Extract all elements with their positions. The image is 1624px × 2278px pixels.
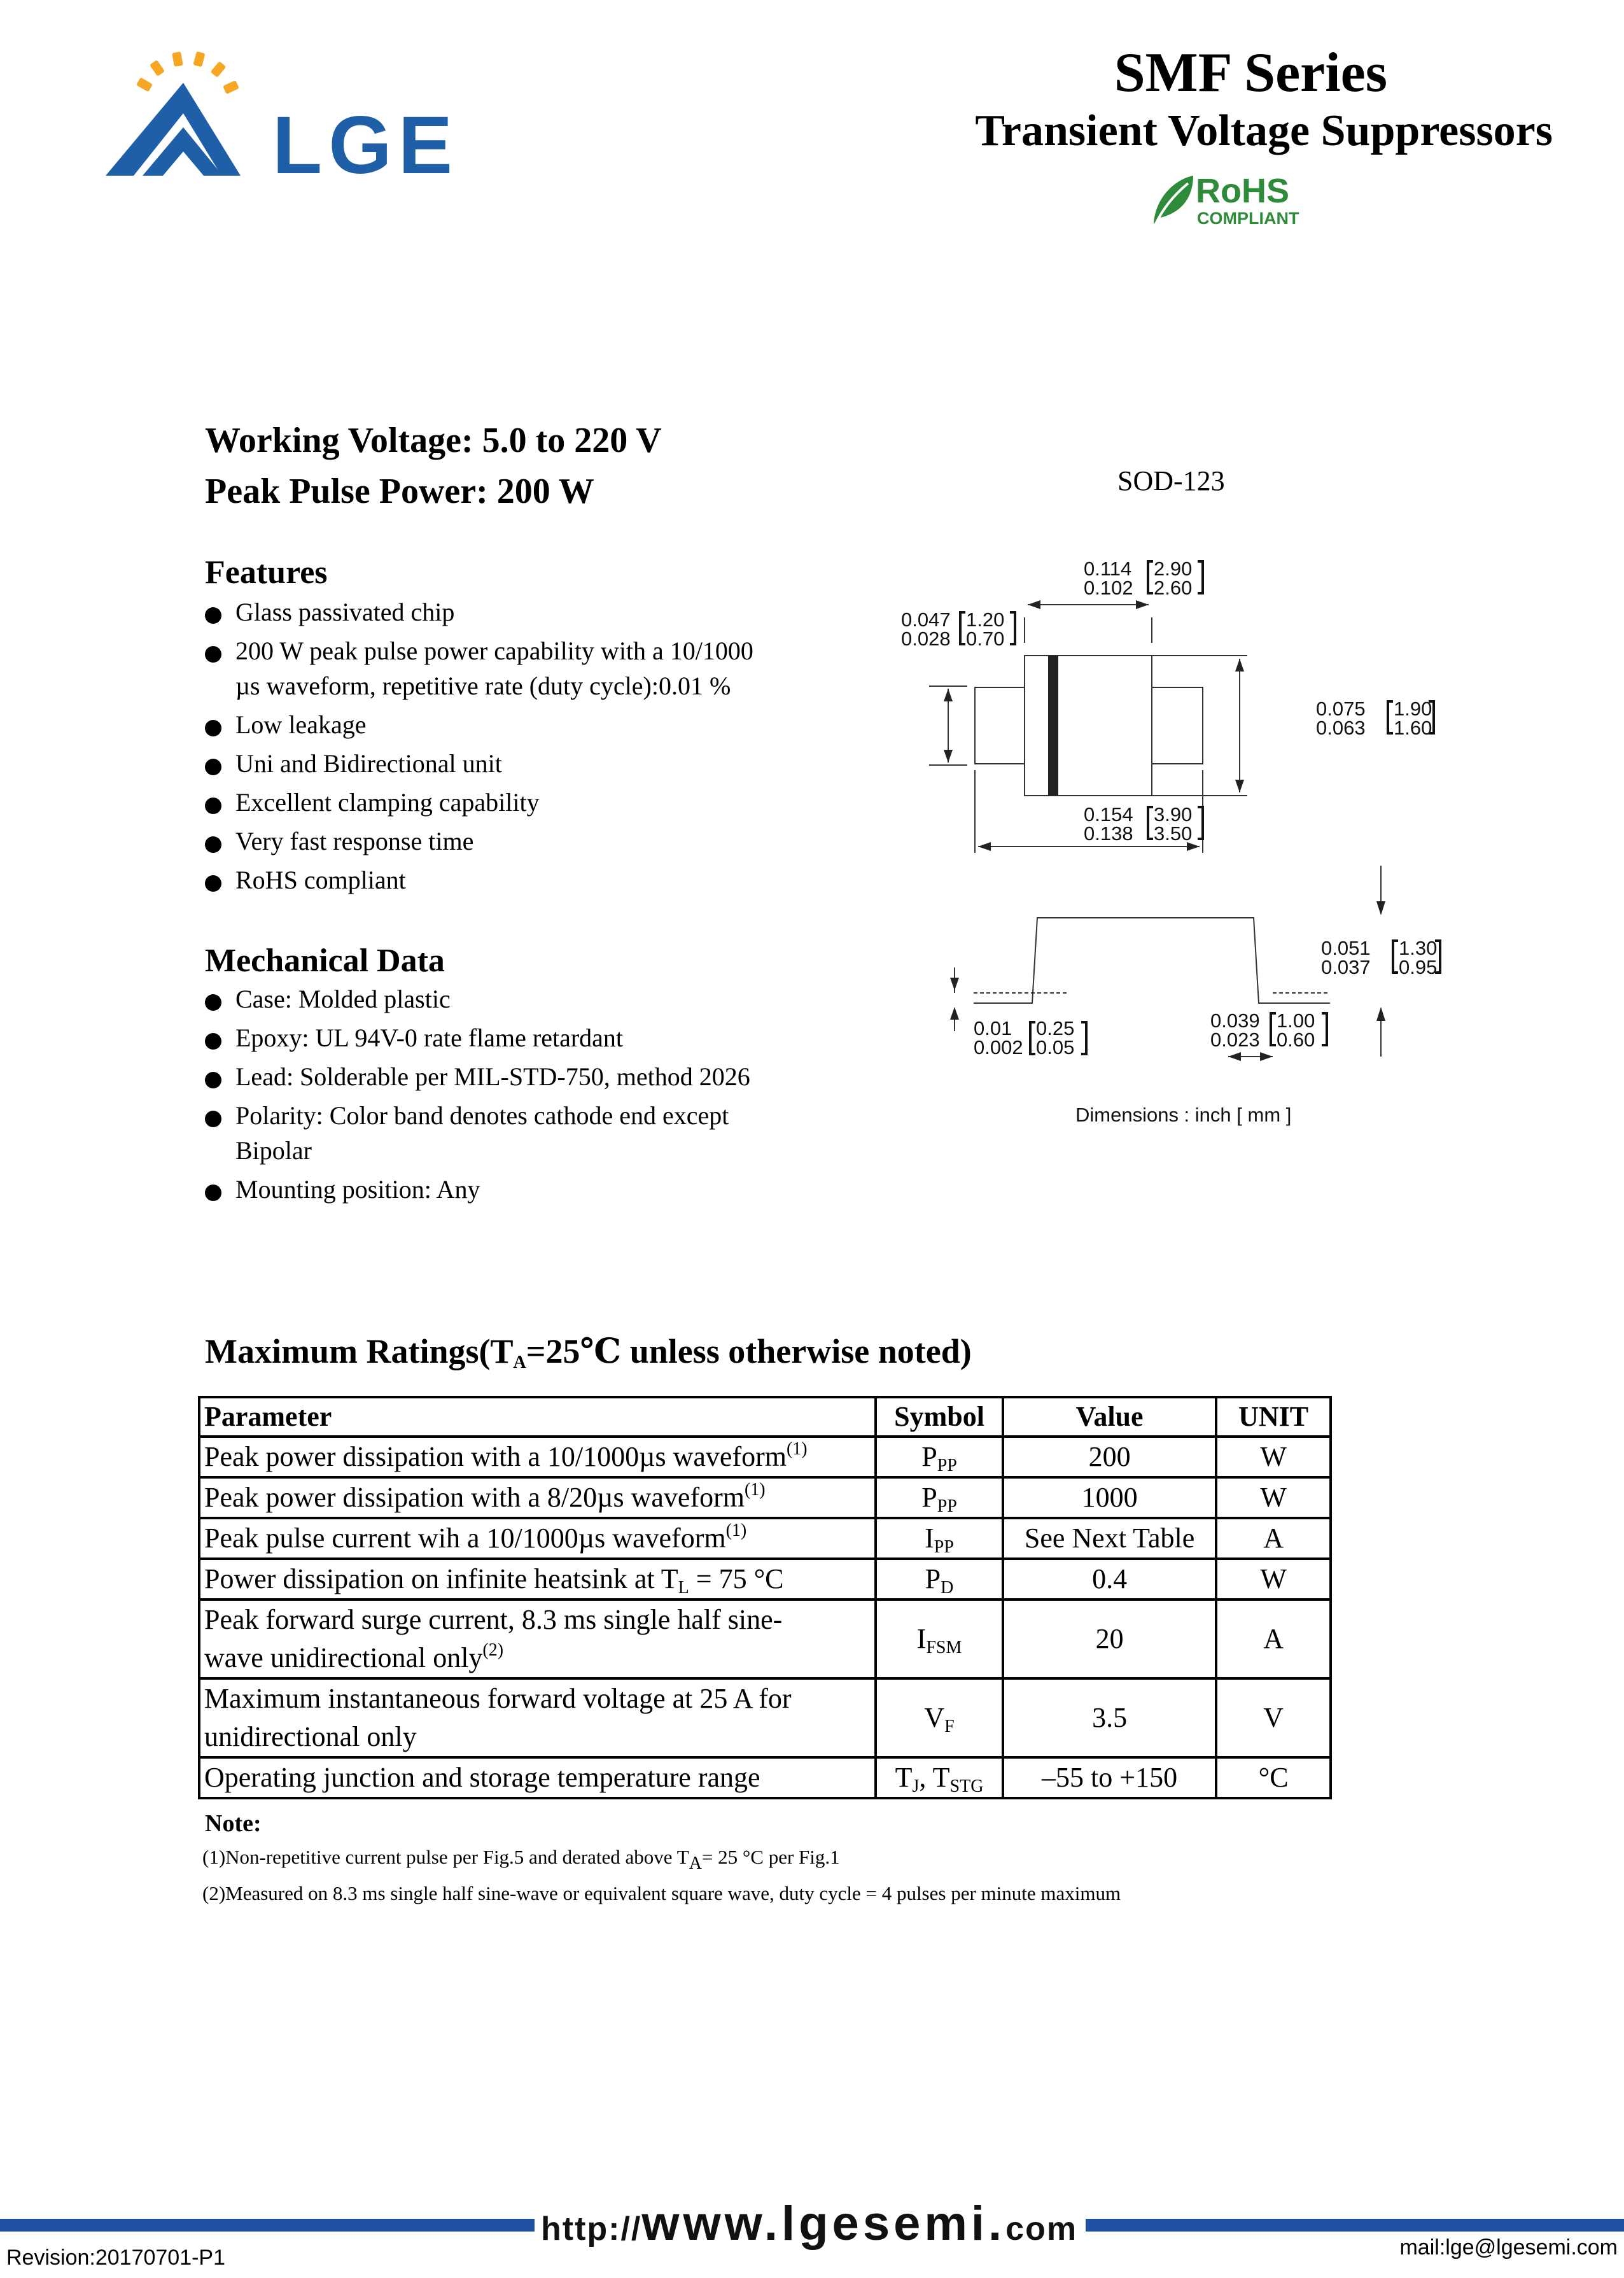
features-title: Features <box>205 554 328 591</box>
dim-body-length-mm-min: 2.60 <box>1154 577 1193 599</box>
dim-lead-width-mm-max: 1.20 <box>966 608 1005 631</box>
list-item: RoHS compliant <box>204 862 764 897</box>
series-subtitle: Transient Voltage Suppressors <box>975 106 1553 155</box>
list-item: Mounting position: Any <box>204 1172 764 1207</box>
dim-lead-length-mm-min: 0.60 <box>1277 1029 1315 1051</box>
series-title: SMF Series <box>1114 42 1387 104</box>
ratings-title: Maximum $Ratings(T_A=25℃$ unless otherwise noted) <box>205 1332 972 1372</box>
features-list <box>204 594 764 901</box>
dim-lead-width-in-min: 0.028 <box>901 628 951 650</box>
table-row: Peak forward surge current, 8.3 ms single half sine- wave unidirectional only$^{(2)}$ $I_{FSM}$ 20 A <box>199 1600 1331 1678</box>
contact-email[interactable]: mail:lge@lgesemi.com <box>1399 2235 1618 2260</box>
website-link[interactable]: http://www.lgesemi.com <box>541 2197 1078 2251</box>
note-1: (1)Non-repetitive current pulse per Fig.5 and derated above $T_A= 25$ °C per Fig.1 <box>202 1846 840 1873</box>
ratings-table <box>198 1396 1332 1799</box>
list-item: Case: Molded plastic <box>204 981 764 1016</box>
dim-height-mm-max: 1.30 <box>1399 937 1438 959</box>
logo-triangle-mark <box>106 83 241 176</box>
dim-standoff-mm-min: 0.05 <box>1036 1036 1075 1058</box>
dim-body-width-in-max: 0.075 <box>1316 698 1366 720</box>
rohs-compliant-text: COMPLIANT <box>1197 209 1299 228</box>
lead-left <box>975 687 1025 764</box>
dim-body-width-mm-min: 1.60 <box>1394 717 1432 739</box>
table-row: Power dissipation on infinite heatsink at $T_L = 75$ °C $P_D$ 0.4 W <box>199 1559 1331 1600</box>
dim-lead-width-in-max: 0.047 <box>901 608 951 631</box>
dim-height-in-max: 0.051 <box>1321 937 1371 959</box>
package-outline-drawing <box>891 547 1464 1133</box>
mechanical-data-title: Mechanical Data <box>205 943 445 979</box>
table-header-row <box>199 1397 1331 1437</box>
dim-lead-width-mm-min: 0.70 <box>966 628 1005 650</box>
dim-height-in-min: 0.037 <box>1321 956 1371 978</box>
table-row: Maximum instantaneous forward voltage at 25 A for unidirectional only $V_F$ 3.5 V <box>199 1678 1331 1757</box>
list-item: Very fast response time <box>204 824 764 859</box>
note-2: (2)Measured on 8.3 ms single half sine-wave or equivalent square wave, duty cycle = 4 pulses per minute maximum <box>202 1882 1121 1904</box>
list-item: Glass passivated chip <box>204 594 764 629</box>
dim-overall-length-in-max: 0.154 <box>1084 803 1133 826</box>
lead-right <box>1152 687 1203 764</box>
dim-lead-length-mm-max: 1.00 <box>1277 1009 1315 1032</box>
dim-overall-length-in-min: 0.138 <box>1084 822 1133 845</box>
package-body-top <box>1025 656 1152 796</box>
footer-bar-right <box>1086 2219 1624 2232</box>
package-side-view <box>974 918 1330 1003</box>
footer-bar-left <box>0 2219 535 2232</box>
working-voltage: Working Voltage: 5.0 to 220 V <box>205 421 662 460</box>
cathode-band <box>1048 656 1058 796</box>
list-item: 200 W peak pulse power capability with a 10/1000 µs waveform, repetitive rate (duty cycle):0.01 % <box>204 633 764 703</box>
header-parameter: Parameter <box>199 1397 876 1437</box>
list-item: Excellent clamping capability <box>204 785 764 820</box>
company-logo <box>102 38 496 191</box>
dimensions-note: Dimensions : inch [ mm ] <box>1075 1104 1292 1126</box>
dim-body-length-in-min: 0.102 <box>1084 577 1133 599</box>
dim-height-mm-min: 0.95 <box>1399 956 1438 978</box>
dim-overall-length-mm-max: 3.90 <box>1154 803 1193 826</box>
dim-body-width-in-min: 0.063 <box>1316 717 1366 739</box>
table-row: Operating junction and storage temperature range $T_J$, $T_{STG}$ –55 to +150 °C <box>199 1757 1331 1798</box>
table-row: Peak power dissipation with a 10/1000µs waveform$^{(1)}$ $P_{PP}$ 200 W <box>199 1437 1331 1477</box>
package-name: SOD-123 <box>1117 465 1225 496</box>
dim-standoff-mm-max: 0.25 <box>1036 1017 1075 1039</box>
list-item: Low leakage <box>204 707 764 742</box>
logo-sun-rays <box>136 52 239 94</box>
list-item: Polarity: Color band denotes cathode end except Bipolar <box>204 1098 764 1168</box>
list-item: Uni and Bidirectional unit <box>204 746 764 781</box>
note-title: Note: <box>205 1810 262 1837</box>
dim-lead-length-in-max: 0.039 <box>1210 1009 1260 1032</box>
rohs-text: RoHS <box>1196 172 1289 210</box>
list-item: Lead: Solderable per MIL-STD-750, method 2026 <box>204 1059 764 1094</box>
mechanical-list <box>204 981 764 1211</box>
dim-body-length-mm-max: 2.90 <box>1154 558 1193 580</box>
table-row: Peak power dissipation with a 8/20µs waveform$^{(1)}$ $P_{PP}$ 1000 W <box>199 1477 1331 1518</box>
header-value: Value <box>1003 1397 1216 1437</box>
table-row: Peak pulse current wih a 10/1000µs waveform$^{(1)}$ $I_{PP}$ See Next Table A <box>199 1518 1331 1559</box>
dim-standoff-in-max: 0.01 <box>974 1017 1012 1039</box>
dim-lead-length-in-min: 0.023 <box>1210 1029 1260 1051</box>
peak-pulse-power: Peak Pulse Power: 200 W <box>205 472 594 511</box>
leaf-icon <box>1154 176 1193 225</box>
list-item: Epoxy: UL 94V-0 rate flame retardant <box>204 1020 764 1055</box>
dim-body-length-in-max: 0.114 <box>1084 558 1132 580</box>
header-unit: UNIT <box>1216 1397 1331 1437</box>
revision-label: Revision:20170701-P1 <box>6 2246 226 2270</box>
dim-standoff-in-min: 0.002 <box>974 1036 1023 1058</box>
dim-body-width-mm-max: 1.90 <box>1394 698 1432 720</box>
header-symbol: Symbol <box>876 1397 1003 1437</box>
dim-overall-length-mm-min: 3.50 <box>1154 822 1193 845</box>
rohs-badge <box>1149 167 1314 228</box>
logo-text: LGE <box>272 100 459 191</box>
